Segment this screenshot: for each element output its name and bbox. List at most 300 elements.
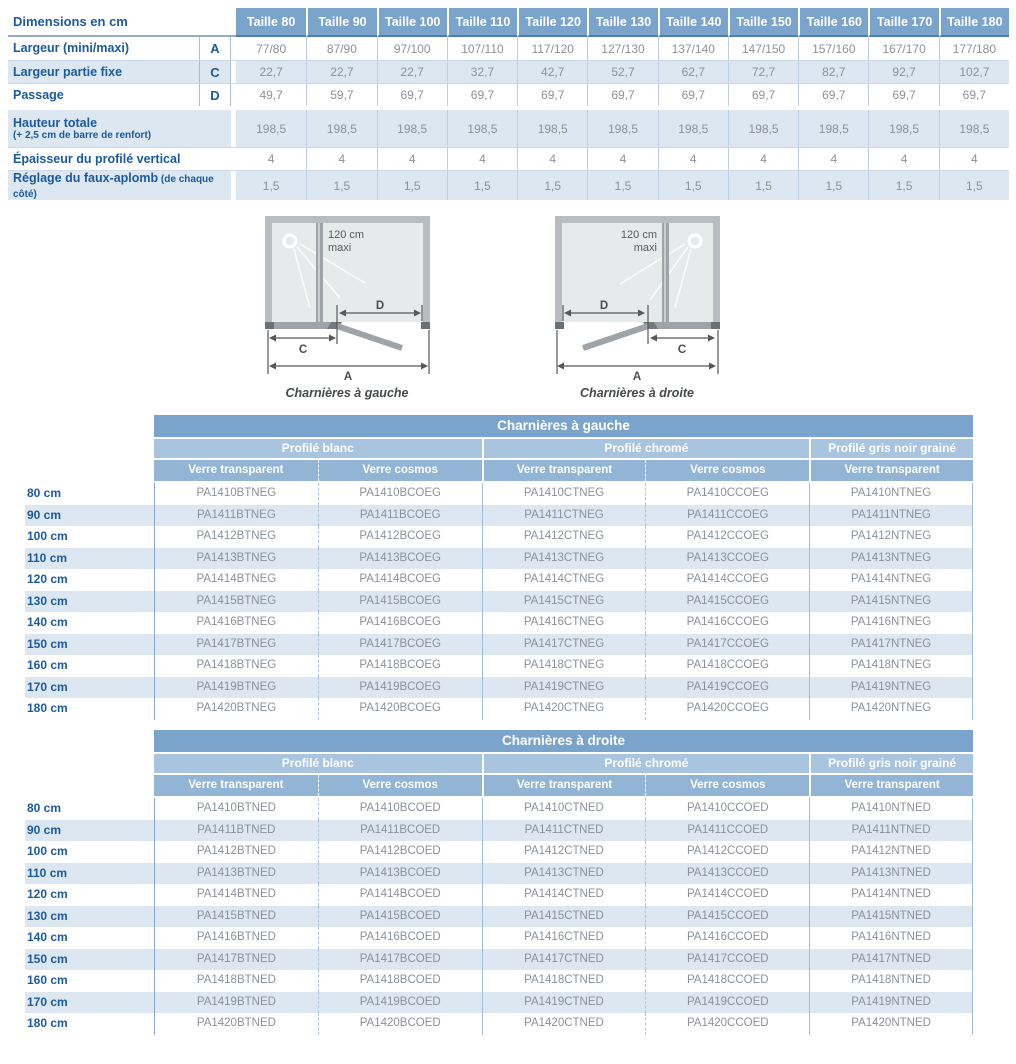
- product-ref: PA1412BTNED: [154, 841, 318, 863]
- fixed-panel-highlight: [664, 223, 666, 322]
- dim-a-label: A: [343, 371, 353, 383]
- glass-header: Verre cosmos: [645, 775, 809, 796]
- dimension-row: [8, 110, 1009, 147]
- product-ref: PA1419BTNEG: [154, 677, 318, 699]
- dimension-value: 22,7: [377, 61, 447, 83]
- size-label: 100 cm: [27, 844, 68, 858]
- threshold: [648, 322, 713, 329]
- glass-header: Verre cosmos: [318, 775, 482, 796]
- product-row: [25, 548, 973, 570]
- product-ref: PA1414CCOED: [645, 884, 809, 906]
- product-ref: PA1416CCOEG: [645, 612, 809, 634]
- product-ref: PA1417CTNED: [482, 949, 646, 971]
- product-ref: PA1417BTNEG: [154, 634, 318, 656]
- glass-header: Verre transparent: [154, 775, 318, 796]
- dimension-letter: D: [199, 84, 231, 106]
- dimension-value: 32,7: [447, 61, 517, 83]
- dimension-value: 1,5: [306, 171, 376, 200]
- product-ref: PA1419NTNEG: [809, 677, 973, 699]
- product-ref: PA1418CCOED: [645, 970, 809, 992]
- product-ref: PA1410CCOED: [645, 798, 809, 820]
- product-ref: PA1412CCOEG: [645, 526, 809, 548]
- size-header: Taille 110: [447, 8, 517, 37]
- product-ref: PA1415BTNEG: [154, 591, 318, 613]
- product-ref: PA1413CCOEG: [645, 548, 809, 570]
- table-body: [25, 483, 973, 720]
- product-ref: PA1419CTNED: [482, 992, 646, 1014]
- product-row: [25, 992, 973, 1014]
- table-title: Charnières à gauche: [154, 415, 973, 437]
- profile-group-gris-noir: Profilé gris noir grainé: [809, 439, 973, 458]
- product-ref: PA1420BCOED: [318, 1013, 482, 1035]
- product-ref: PA1418BTNEG: [154, 655, 318, 677]
- product-ref: PA1418BCOEG: [318, 655, 482, 677]
- product-ref: PA1410BCOEG: [318, 483, 482, 505]
- dimension-value: 72,7: [728, 61, 798, 83]
- dimension-value: 4: [447, 148, 517, 170]
- product-row: [25, 505, 973, 527]
- product-ref: PA1411CCOEG: [645, 505, 809, 527]
- row-label-text: Épaisseur du profilé vertical: [13, 151, 181, 166]
- product-ref: PA1413BCOED: [318, 863, 482, 885]
- product-ref: PA1413CTNEG: [482, 548, 646, 570]
- dimension-value: 4: [517, 148, 587, 170]
- dimension-value: 198,5: [798, 110, 868, 147]
- product-ref: PA1410BTNED: [154, 798, 318, 820]
- dimension-row: [8, 37, 1009, 60]
- wall-anchor-left: [265, 322, 274, 329]
- wall-anchor-right: [711, 322, 720, 329]
- dimension-value: 198,5: [658, 110, 728, 147]
- profile-group-blanc: Profilé blanc: [154, 754, 482, 773]
- size-header: Taille 160: [798, 8, 868, 37]
- glass-header-row: [154, 775, 973, 796]
- dimension-value: 69,7: [868, 84, 938, 106]
- dimension-value: 117/120: [517, 37, 587, 60]
- row-label: [8, 61, 199, 83]
- product-ref: PA1418BCOED: [318, 970, 482, 992]
- product-ref: PA1420BCOEG: [318, 698, 482, 720]
- size-label: 130 cm: [25, 906, 154, 928]
- diagram-hinges-left: [240, 208, 470, 403]
- profile-group-blanc: Profilé blanc: [154, 439, 482, 458]
- row-label-text: Passage: [13, 87, 64, 102]
- dimension-value: 4: [658, 148, 728, 170]
- product-ref: PA1418CTNEG: [482, 655, 646, 677]
- product-ref: PA1420CTNED: [482, 1013, 646, 1035]
- wall-anchor-right: [421, 322, 430, 329]
- size-label: 90 cm: [25, 820, 154, 842]
- product-row: [25, 884, 973, 906]
- product-row: [25, 1013, 973, 1035]
- size-label: 170 cm: [25, 677, 154, 699]
- product-ref: PA1417NTNED: [809, 949, 973, 971]
- product-ref: PA1417CCOEG: [645, 634, 809, 656]
- size-label: 150 cm: [25, 949, 154, 971]
- product-row: [25, 927, 973, 949]
- product-ref: PA1412CTNEG: [482, 526, 646, 548]
- product-ref: PA1417CTNEG: [482, 634, 646, 656]
- product-ref: PA1415BCOEG: [318, 591, 482, 613]
- dim-c-label: C: [677, 344, 687, 356]
- row-label-text: Largeur partie fixe: [13, 64, 123, 79]
- product-ref: PA1415NTNED: [809, 906, 973, 928]
- glass-header: Verre transparent: [809, 460, 973, 481]
- product-ref: PA1413CTNED: [482, 863, 646, 885]
- table-charnieres-droite: [25, 730, 973, 1035]
- row-label: [8, 148, 231, 170]
- product-ref: PA1414CTNED: [482, 884, 646, 906]
- table-title: Charnières à droite: [154, 730, 973, 752]
- size-header: Taille 90: [306, 8, 376, 37]
- diagram-caption-right: Charnières à droite: [580, 386, 694, 400]
- dimension-row: [8, 83, 1009, 106]
- product-ref: PA1420NTNEG: [809, 698, 973, 720]
- size-header: Taille 80: [236, 8, 306, 37]
- diagram-hinges-right: [530, 208, 760, 403]
- product-ref: PA1412BCOEG: [318, 526, 482, 548]
- dimension-value: 4: [939, 148, 1009, 170]
- row-label: [8, 84, 199, 106]
- door-panel: [583, 326, 648, 348]
- dimensions-title: Dimensions en cm: [8, 8, 231, 37]
- product-ref: PA1412BCOED: [318, 841, 482, 863]
- size-label: 130 cm: [25, 591, 154, 613]
- dimension-value: 69,7: [377, 84, 447, 106]
- profile-group-chrome: Profilé chromé: [482, 754, 810, 773]
- product-ref: PA1419CTNEG: [482, 677, 646, 699]
- product-ref: PA1419NTNED: [809, 992, 973, 1014]
- dim-a-label: A: [632, 371, 642, 383]
- threshold: [272, 322, 337, 329]
- product-ref: PA1418NTNED: [809, 970, 973, 992]
- top-wall: [265, 216, 430, 223]
- product-ref: PA1412NTNED: [809, 841, 973, 863]
- product-row: [25, 798, 973, 820]
- size-header: Taille 130: [587, 8, 657, 37]
- glass-header: Verre transparent: [154, 460, 318, 481]
- product-row: [25, 698, 973, 720]
- dimension-value: 127/130: [587, 37, 657, 60]
- product-ref: PA1412CCOED: [645, 841, 809, 863]
- product-ref: PA1413BTNEG: [154, 548, 318, 570]
- product-ref: PA1419CCOED: [645, 992, 809, 1014]
- size-label: 80 cm: [27, 801, 62, 815]
- dimension-value: 137/140: [658, 37, 728, 60]
- dimension-value: 147/150: [728, 37, 798, 60]
- dimension-value: 69,7: [798, 84, 868, 106]
- product-row: [25, 526, 973, 548]
- dimension-value: 167/170: [868, 37, 938, 60]
- dimension-value: 198,5: [377, 110, 447, 147]
- dimension-value: 198,5: [728, 110, 798, 147]
- product-ref: PA1410BTNEG: [154, 483, 318, 505]
- dimension-value: 4: [306, 148, 376, 170]
- size-header: Taille 100: [377, 8, 447, 37]
- product-ref: PA1419BCOED: [318, 992, 482, 1014]
- fixed-panel-highlight: [318, 223, 320, 322]
- row-sublabel: (de chaque côté): [13, 174, 214, 200]
- row-sublabel: (+ 2,5 cm de barre de renfort): [13, 129, 152, 141]
- product-row: [25, 970, 973, 992]
- diagram-caption-left: Charnières à gauche: [285, 386, 409, 400]
- product-ref: PA1413BTNED: [154, 863, 318, 885]
- product-ref: PA1416CTNEG: [482, 612, 646, 634]
- dimension-value: 198,5: [236, 110, 306, 147]
- glass-header: Verre transparent: [809, 775, 973, 796]
- dimension-value: 1,5: [587, 171, 657, 200]
- dimension-value: 1,5: [447, 171, 517, 200]
- product-ref: PA1410NTNED: [809, 798, 973, 820]
- product-ref: PA1416BCOEG: [318, 612, 482, 634]
- row-label: [8, 110, 231, 147]
- dimension-value: 1,5: [868, 171, 938, 200]
- dimension-value: 69,7: [939, 84, 1009, 106]
- product-ref: PA1420CCOED: [645, 1013, 809, 1035]
- dimension-row: [8, 147, 1009, 170]
- product-row: [25, 634, 973, 656]
- dimension-value: 87/90: [306, 37, 376, 60]
- product-ref: PA1418CTNED: [482, 970, 646, 992]
- dimension-value: 92,7: [868, 61, 938, 83]
- product-ref: PA1415CCOEG: [645, 591, 809, 613]
- top-wall: [555, 216, 720, 223]
- dimension-value: 69,7: [728, 84, 798, 106]
- size-header: Taille 180: [939, 8, 1009, 37]
- product-ref: PA1416CCOED: [645, 927, 809, 949]
- dim-c-label: C: [298, 344, 308, 356]
- dimension-value: 42,7: [517, 61, 587, 83]
- product-row: [25, 483, 973, 505]
- glass-header: Verre transparent: [482, 775, 646, 796]
- product-ref: PA1411BTNED: [154, 820, 318, 842]
- product-ref: PA1411CTNED: [482, 820, 646, 842]
- product-ref: PA1415BTNED: [154, 906, 318, 928]
- product-ref: PA1410BCOED: [318, 798, 482, 820]
- product-row: [25, 841, 973, 863]
- size-label: 110 cm: [25, 863, 154, 885]
- size-header: Taille 150: [728, 8, 798, 37]
- product-ref: PA1416BCOED: [318, 927, 482, 949]
- right-wall: [713, 216, 720, 329]
- size-label: 140 cm: [27, 615, 68, 629]
- dimension-value: 69,7: [517, 84, 587, 106]
- left-wall: [555, 216, 562, 329]
- product-ref: PA1418BTNED: [154, 970, 318, 992]
- dimension-value: 4: [377, 148, 447, 170]
- product-ref: PA1413BCOEG: [318, 548, 482, 570]
- dimension-value: 4: [798, 148, 868, 170]
- row-label: [8, 171, 231, 200]
- dimension-value: 69,7: [658, 84, 728, 106]
- dimension-value: 4: [868, 148, 938, 170]
- table-charnieres-gauche: [25, 415, 973, 720]
- dimension-value: 157/160: [798, 37, 868, 60]
- product-ref: PA1419CCOEG: [645, 677, 809, 699]
- product-ref: PA1420BTNED: [154, 1013, 318, 1035]
- product-ref: PA1414NTNED: [809, 884, 973, 906]
- product-ref: PA1417CCOED: [645, 949, 809, 971]
- dimensions-table: [8, 8, 1009, 200]
- dimension-value: 1,5: [517, 171, 587, 200]
- product-ref: PA1411NTNEG: [809, 505, 973, 527]
- profile-group-chrome: Profilé chromé: [482, 439, 810, 458]
- dim-d-label: D: [375, 300, 385, 312]
- profile-group-gris-noir: Profilé gris noir grainé: [809, 754, 973, 773]
- dimension-value: 198,5: [306, 110, 376, 147]
- table-body: [25, 798, 973, 1035]
- size-label: 80 cm: [27, 486, 62, 500]
- product-row: [25, 591, 973, 613]
- product-ref: PA1417BTNED: [154, 949, 318, 971]
- size-label: 160 cm: [27, 973, 68, 987]
- product-ref: PA1420BTNEG: [154, 698, 318, 720]
- product-row: [25, 569, 973, 591]
- max-width-note-line1: 120 cm: [620, 229, 657, 241]
- product-ref: PA1414BCOED: [318, 884, 482, 906]
- dimension-value: 69,7: [587, 84, 657, 106]
- size-label: 120 cm: [27, 887, 68, 901]
- dimension-value: 177/180: [939, 37, 1009, 60]
- product-ref: PA1411BCOEG: [318, 505, 482, 527]
- dimension-value: 1,5: [798, 171, 868, 200]
- product-row: [25, 863, 973, 885]
- max-width-note-line2: maxi: [328, 242, 352, 254]
- size-header: Taille 170: [868, 8, 938, 37]
- product-ref: PA1414BCOEG: [318, 569, 482, 591]
- product-ref: PA1419BTNED: [154, 992, 318, 1014]
- row-label-text: Largeur (mini/maxi): [13, 41, 129, 56]
- dimension-value: 1,5: [728, 171, 798, 200]
- dimension-row: [8, 60, 1009, 83]
- dimension-value: 198,5: [447, 110, 517, 147]
- glass-header: Verre cosmos: [318, 460, 482, 481]
- product-ref: PA1414CTNEG: [482, 569, 646, 591]
- dimension-value: 69,7: [447, 84, 517, 106]
- right-wall: [423, 216, 430, 329]
- glass-header: Verre cosmos: [645, 460, 809, 481]
- dimension-value: 97/100: [377, 37, 447, 60]
- product-ref: PA1412NTNEG: [809, 526, 973, 548]
- product-ref: PA1416BTNED: [154, 927, 318, 949]
- profile-header-row: [154, 439, 973, 458]
- product-row: [25, 906, 973, 928]
- dimension-value: 107/110: [447, 37, 517, 60]
- product-row: [25, 677, 973, 699]
- dimensions-header-row: [8, 8, 1009, 37]
- product-ref: PA1411CTNEG: [482, 505, 646, 527]
- product-ref: PA1412CTNED: [482, 841, 646, 863]
- product-ref: PA1417NTNEG: [809, 634, 973, 656]
- row-label: [8, 37, 199, 60]
- product-ref: PA1418NTNEG: [809, 655, 973, 677]
- product-ref: PA1411CCOED: [645, 820, 809, 842]
- product-ref: PA1411NTNED: [809, 820, 973, 842]
- product-ref: PA1417BCOED: [318, 949, 482, 971]
- dimension-value: 4: [587, 148, 657, 170]
- size-label: 180 cm: [27, 1016, 68, 1030]
- product-row: [25, 655, 973, 677]
- dimension-value: 82,7: [798, 61, 868, 83]
- product-ref: PA1414CCOEG: [645, 569, 809, 591]
- size-label: 90 cm: [25, 505, 154, 527]
- product-ref: PA1420CTNEG: [482, 698, 646, 720]
- size-label: 150 cm: [25, 634, 154, 656]
- product-ref: PA1417BCOEG: [318, 634, 482, 656]
- product-ref: PA1413NTNED: [809, 863, 973, 885]
- profile-header-row: [154, 754, 973, 773]
- product-ref: PA1413NTNEG: [809, 548, 973, 570]
- size-header: Taille 120: [517, 8, 587, 37]
- left-wall: [265, 216, 272, 329]
- dimension-value: 22,7: [236, 61, 306, 83]
- dimension-value: 62,7: [658, 61, 728, 83]
- dimension-value: 59,7: [306, 84, 376, 106]
- row-label-text: Réglage du faux-aplomb (de chaque côté): [13, 171, 214, 200]
- product-ref: PA1411BCOED: [318, 820, 482, 842]
- glass-header-row: [154, 460, 973, 481]
- product-ref: PA1411BTNEG: [154, 505, 318, 527]
- product-ref: PA1415NTNEG: [809, 591, 973, 613]
- product-ref: PA1418CCOEG: [645, 655, 809, 677]
- product-ref: PA1416NTNEG: [809, 612, 973, 634]
- size-label: 140 cm: [27, 930, 68, 944]
- product-ref: PA1410CTNED: [482, 798, 646, 820]
- product-ref: PA1410CTNEG: [482, 483, 646, 505]
- dimension-value: 22,7: [306, 61, 376, 83]
- size-label: 160 cm: [27, 658, 68, 672]
- dimension-value: 198,5: [517, 110, 587, 147]
- dimension-value: 4: [267, 152, 275, 166]
- product-ref: PA1415CTNEG: [482, 591, 646, 613]
- product-ref: PA1416NTNED: [809, 927, 973, 949]
- dimension-row: [8, 170, 1009, 200]
- dimension-value: 198,5: [939, 110, 1009, 147]
- dimension-value: 1,5: [939, 171, 1009, 200]
- dimension-value: 77/80: [256, 41, 287, 56]
- door-panel: [337, 326, 402, 348]
- product-ref: PA1410CCOEG: [645, 483, 809, 505]
- product-row: [25, 820, 973, 842]
- dimension-value: 1,5: [377, 171, 447, 200]
- dimension-value: 102,7: [939, 61, 1009, 83]
- dimension-value: 49,7: [259, 88, 283, 102]
- product-ref: PA1414BTNEG: [154, 569, 318, 591]
- product-row: [25, 612, 973, 634]
- dimension-value: 198,5: [587, 110, 657, 147]
- size-label: 180 cm: [27, 701, 68, 715]
- size-label: 120 cm: [27, 572, 68, 586]
- row-label-text: Hauteur totale: [13, 115, 98, 130]
- size-label: 110 cm: [25, 548, 154, 570]
- product-ref: PA1416CTNED: [482, 927, 646, 949]
- product-ref: PA1420CCOEG: [645, 698, 809, 720]
- product-ref: PA1415BCOED: [318, 906, 482, 928]
- dimension-value: 1,5: [658, 171, 728, 200]
- dimension-letter: A: [199, 37, 231, 60]
- dimension-value: 198,5: [868, 110, 938, 147]
- product-ref: PA1416BTNEG: [154, 612, 318, 634]
- dim-d-label: D: [599, 300, 609, 312]
- size-label: 170 cm: [25, 992, 154, 1014]
- product-ref: PA1412BTNEG: [154, 526, 318, 548]
- product-ref: PA1415CCOED: [645, 906, 809, 928]
- wall-anchor-left: [555, 322, 564, 329]
- product-ref: PA1415CTNED: [482, 906, 646, 928]
- product-ref: PA1419BCOEG: [318, 677, 482, 699]
- product-ref: PA1414NTNEG: [809, 569, 973, 591]
- product-row: [25, 949, 973, 971]
